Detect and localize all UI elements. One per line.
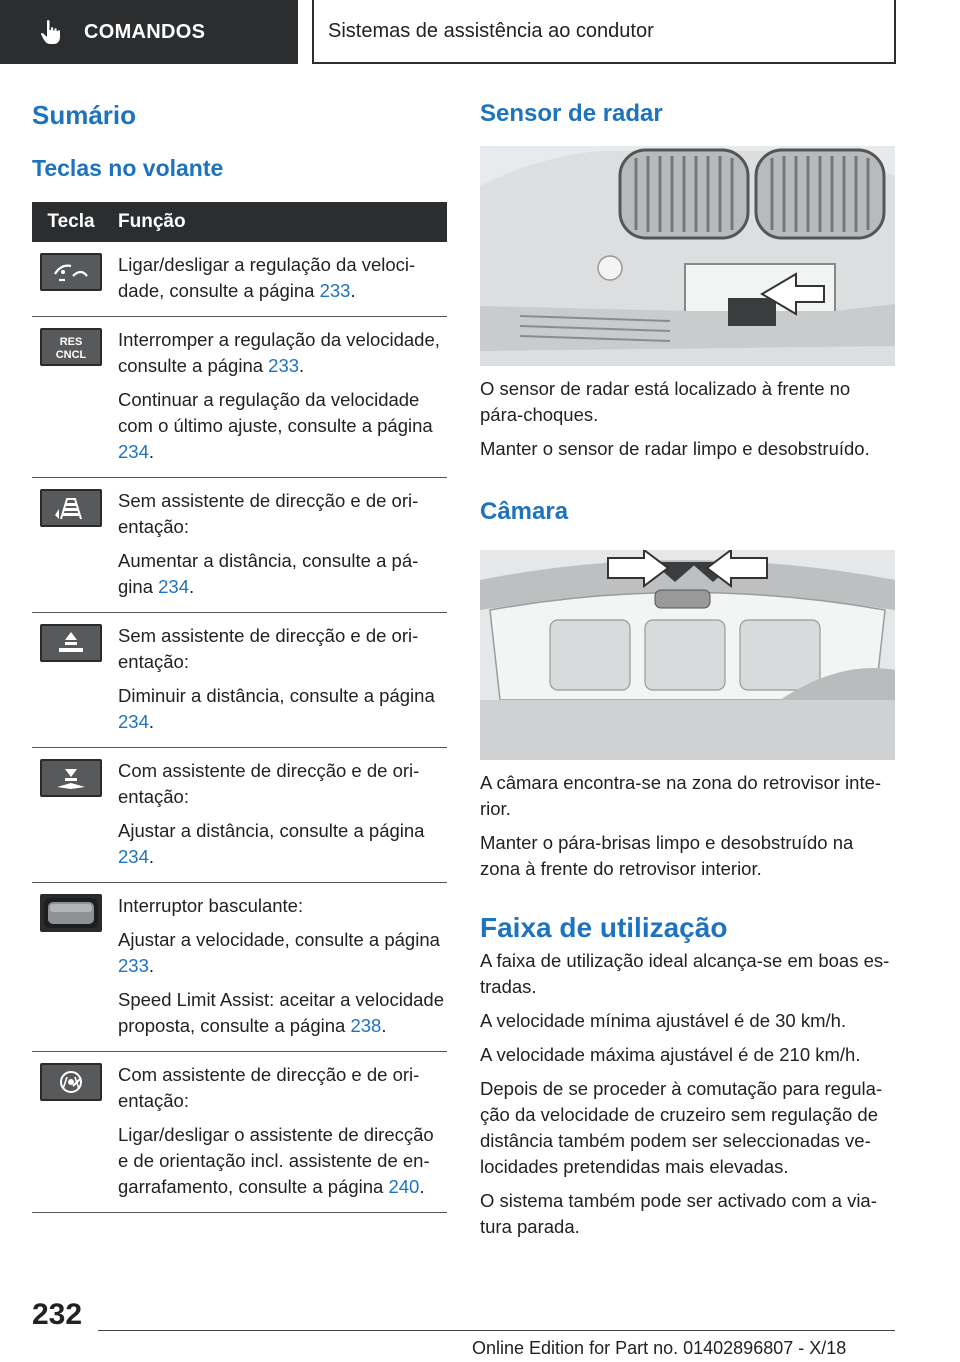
function-cell xyxy=(110,748,447,883)
punctuation: . xyxy=(148,441,155,462)
chapter-title-box xyxy=(312,0,896,64)
punctuation: . xyxy=(148,846,155,867)
function-description: Sem assistente de direcção e de orientação: xyxy=(118,625,419,672)
page-link[interactable]: 240 xyxy=(388,1176,420,1197)
table-row xyxy=(32,748,447,883)
footer-divider xyxy=(98,1330,895,1331)
table-row xyxy=(32,1052,447,1213)
function-text xyxy=(118,623,447,675)
function-description: Diminuir a distância, consulte a página xyxy=(118,685,435,706)
function-description: Com assistente de direcção e de orientação: xyxy=(118,760,420,807)
left-column xyxy=(32,100,447,1213)
punctuation: . xyxy=(148,955,155,976)
table-row xyxy=(32,613,447,748)
punctuation: . xyxy=(350,280,356,301)
function-cell xyxy=(110,317,447,478)
function-cell xyxy=(110,883,447,1052)
range-heading: Faixa de utilização xyxy=(480,912,728,943)
radar-sensor-image xyxy=(480,146,895,366)
function-text xyxy=(118,893,447,919)
steering-assist-icon xyxy=(40,1063,102,1101)
punctuation: . xyxy=(148,711,155,732)
page-header xyxy=(0,0,960,66)
key-cell xyxy=(32,317,110,478)
distance-decrease-icon xyxy=(40,624,102,662)
punctuation: . xyxy=(381,1015,387,1036)
cruise-control-icon xyxy=(40,253,102,291)
punctuation: . xyxy=(189,576,195,597)
function-description: Continuar a regulação da velocidade com o último ajuste, consulte a página xyxy=(118,389,433,436)
key-cell xyxy=(32,748,110,883)
function-description: Ligar/desligar o assistente de direcção e de orientação incl. assistente de engarrafamento, consulte a página xyxy=(118,1124,434,1197)
table-row xyxy=(32,317,447,478)
key-cell xyxy=(32,478,110,613)
function-description: Ligar/desligar a regulação da velocidade, consulte a página xyxy=(118,254,416,301)
range-text-5: O sistema também pode ser activado com a viatura parada. xyxy=(480,1190,877,1237)
function-text xyxy=(118,1122,447,1200)
section-title: COMANDOS xyxy=(84,20,206,43)
function-description: Interruptor basculante: xyxy=(118,895,304,916)
function-description: Aumentar a distância, consulte a página xyxy=(118,550,419,597)
function-description: Ajustar a velocidade, consulte a página xyxy=(118,929,440,950)
page-link[interactable]: 233 xyxy=(268,355,300,376)
radar-location-text: O sensor de radar está localizado à frente no pára-choques. xyxy=(480,378,851,425)
svg-text:CNCL: CNCL xyxy=(55,349,87,361)
key-cell xyxy=(32,242,110,317)
col-header-key: Tecla xyxy=(32,202,110,242)
radar-clean-text: Manter o sensor de radar limpo e desobstruído. xyxy=(480,438,870,459)
summary-heading: Sumário xyxy=(32,100,137,130)
kidney-grille-left xyxy=(620,150,748,238)
key-cell xyxy=(32,613,110,748)
section-tab xyxy=(0,0,298,64)
range-text-2: A velocidade mínima ajustável é de 30 km/h. xyxy=(480,1010,847,1031)
function-cell xyxy=(110,613,447,748)
function-text xyxy=(118,758,447,810)
chapter-title: Sistemas de assistência ao condutor xyxy=(328,19,654,42)
punctuation: . xyxy=(419,1176,425,1197)
page-number: 232 xyxy=(32,1298,83,1331)
page-link[interactable]: 238 xyxy=(350,1015,382,1036)
range-text-4: Depois de se proceder à comutação para regulação da velocidade de cruzeiro sem regulação de distância também podem ser seleccionadas velocidades pretendidas mais elevadas. xyxy=(480,1078,883,1177)
steering-keys-heading: Teclas no volante xyxy=(32,155,224,181)
function-text xyxy=(118,818,447,870)
edition-text: Online Edition for Part no. 01402896807 - X/18 xyxy=(472,1338,847,1358)
radar-sensor xyxy=(728,298,776,326)
function-text xyxy=(118,548,447,600)
key-cell xyxy=(32,1052,110,1213)
col-header-function: Função xyxy=(110,202,447,242)
rocker-switch-icon xyxy=(40,894,102,932)
camera-location-text: A câmara encontra-se na zona do retrovisor interior. xyxy=(480,772,882,819)
keys-table xyxy=(32,202,447,1213)
distance-increase-icon xyxy=(40,489,102,527)
function-cell xyxy=(110,242,447,317)
key-cell xyxy=(32,883,110,1052)
hand-pointer-icon xyxy=(40,19,62,45)
function-description: Interromper a regulação da velocidade, consulte a página xyxy=(118,329,440,376)
function-description: Speed Limit Assist: aceitar a velocidade proposta, consulte a página xyxy=(118,989,444,1036)
page-link[interactable]: 234 xyxy=(118,441,149,462)
camera-clean-text: Manter o pára-brisas limpo e desobstruído na zona à frente do retrovisor interior. xyxy=(480,832,854,879)
camera-image xyxy=(480,550,895,760)
rear-seats xyxy=(550,620,820,690)
rearview-mirror xyxy=(655,590,710,608)
function-text xyxy=(118,252,447,304)
distance-adjust-icon xyxy=(40,759,102,797)
punctuation: . xyxy=(299,355,305,376)
table-row xyxy=(32,883,447,1052)
function-cell xyxy=(110,1052,447,1213)
kidney-grille-right xyxy=(756,150,884,238)
camera-heading: Câmara xyxy=(480,498,569,525)
svg-text:RES: RES xyxy=(59,336,83,348)
function-description: Com assistente de direcção e de orientação: xyxy=(118,1064,420,1111)
function-text xyxy=(118,987,447,1039)
range-text-1: A faixa de utilização ideal alcança-se em boas estradas. xyxy=(480,950,890,997)
page-link[interactable]: 233 xyxy=(118,955,149,976)
table-row xyxy=(32,478,447,613)
page-link[interactable]: 234 xyxy=(158,576,189,597)
page-link[interactable]: 233 xyxy=(319,280,351,301)
function-description: Sem assistente de direcção e de orientação: xyxy=(118,490,419,537)
function-text xyxy=(118,683,447,735)
function-text xyxy=(118,1062,447,1114)
page-link[interactable]: 234 xyxy=(118,846,149,867)
function-text xyxy=(118,387,447,465)
res-cncl-icon xyxy=(40,328,102,366)
function-cell xyxy=(110,478,447,613)
radar-heading: Sensor de radar xyxy=(480,100,663,127)
function-text xyxy=(118,488,447,540)
range-text-3: A velocidade máxima ajustável é de 210 km/h. xyxy=(480,1044,861,1065)
function-description: Ajustar a distância, consulte a página xyxy=(118,820,425,841)
keys-table-header xyxy=(32,202,447,242)
table-row xyxy=(32,242,447,317)
function-text xyxy=(118,927,447,979)
function-text xyxy=(118,327,447,379)
page-link[interactable]: 234 xyxy=(118,711,149,732)
right-column xyxy=(480,100,895,1240)
